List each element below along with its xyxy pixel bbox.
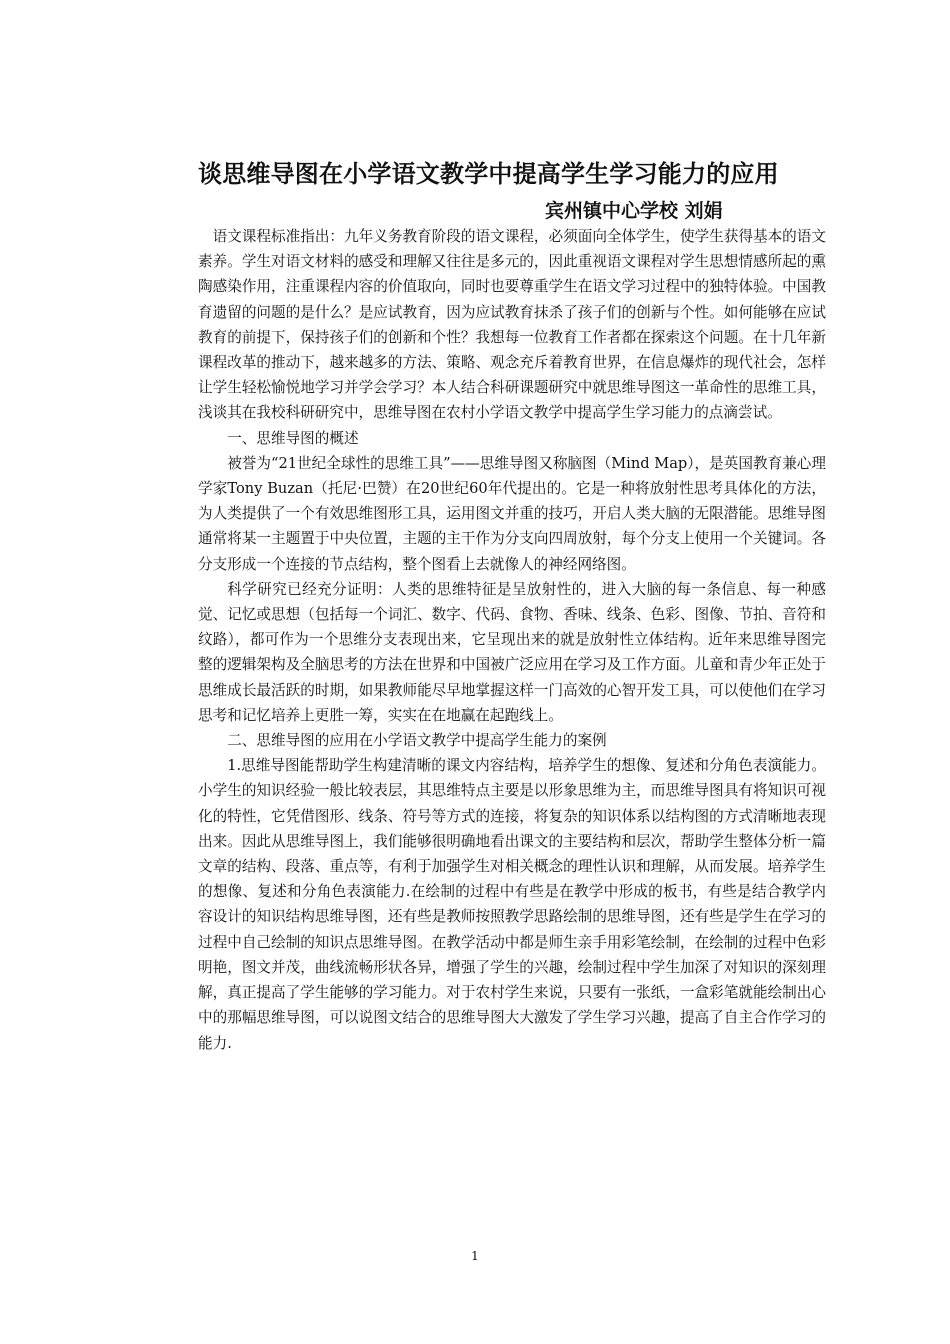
- paragraph-overview: 被誉为“21世纪全球性的思维工具”——思维导图又称脑图（Mind Map），是英国教育兼心理学家Tony Buzan（托尼·巴赞）在20世纪60年代提出的。它是一种将放射性思考具体化的方法，为人类提供了一个有效思维图形工具，运用图文并重的技巧，开启人类大脑的无限潜能。思维导图通常将某一主题置于中央位置，主题的主干作为分支向四周放射，每个分支上使用一个关键词。各分支形成一个连接的节点结构，整个图看上去就像人的神经网络图。: [198, 454, 826, 573]
- author-line: 宾州镇中心学校 刘娟: [545, 200, 723, 222]
- paragraph-case-1: 1.思维导图能帮助学生构建清晰的课文内容结构，培养学生的想像、复述和分角色表演能力。小学生的知识经验一般比较表层，其思维特点主要是以形象思维为主，而思维导图具有将知识可视化的特性，它凭借图形、线条、符号等方式的连接，将复杂的知识体系以结构图的方式清晰地表现出来。因此从思维导图上，我们能够很明确地看出课文的主要结构和层次，帮助学生整体分析一篇文章的结构、段落、重点等，有利于加强学生对相关概念的理性认识和理解，从而发展。培养学生的想像、复述和分角色表演能力.在绘制的过程中有些是在教学中形成的板书，有些是结合教学内容设计的知识结构思维导图，还有些是教师按照教学思路绘制的思维导图，还有些是学生在学习的过程中自己绘制的知识点思维导图。在教学活动中都是师生亲手用彩笔绘制，在绘制的过程中色彩明艳，图文并茂，曲线流畅形状各异，增强了学生的兴趣，绘制过程中学生加深了对知识的深刻理解，真正提高了学生能够的学习能力。对于农村学生来说，只要有一张纸，一盒彩笔就能绘制出心中的那幅思维导图，可以说图文结合的思维导图大大激发了学生学习兴趣，提高了自主合作学习的能力.: [198, 757, 826, 1052]
- section-heading-overview: 一、思维导图的概述: [227, 429, 359, 447]
- page-number: 1: [471, 1249, 479, 1263]
- document-body: [198, 224, 826, 1056]
- section-heading-cases: 二、思维导图的应用在小学语文教学中提高学生能力的案例: [227, 732, 607, 750]
- paragraph-intro: 语文课程标准指出：九年义务教育阶段的语文课程，必须面向全体学生，使学生获得基本的语文素养。学生对语文材料的感受和理解又往往是多元的，因此重视语文课程对学生思想情感所起的熏陶感染作用，注重课程内容的价值取向，同时也要尊重学生在语文学习过程中的独特体验。中国教育遗留的问题的是什么？是应试教育，因为应试教育抹杀了孩子们的创新与个性。如何能够在应试教育的前提下，保持孩子们的创新和个性？我想每一位教育工作者都在探索这个问题。在十几年新课程改革的推动下，越来越多的方法、策略、观念充斥着教育世界，在信息爆炸的现代社会，怎样让学生轻松愉悦地学习并学会学习？本人结合科研课题研究中就思维导图这一革命性的思维工具，浅谈其在我校科研研究中，思维导图在农村小学语文教学中提高学生学习能力的点滴尝试。: [198, 228, 826, 422]
- document-title: 谈思维导图在小学语文教学中提高学生学习能力的应用: [198, 160, 779, 188]
- paragraph-research: 科学研究已经充分证明：人类的思维特征是呈放射性的，进入大脑的每一条信息、每一种感觉、记忆或思想（包括每一个词汇、数字、代码、食物、香味、线条、色彩、图像、节拍、音符和纹路），都可作为一个思维分支表现出来，它呈现出来的就是放射性立体结构。近年来思维导图完整的逻辑架构及全脑思考的方法在世界和中国被广泛应用在学习及工作方面。儿童和青少年正处于思维成长最活跃的时期，如果教师能尽早地掌握这样一门高效的心智开发工具，可以使他们在学习思考和记忆培养上更胜一筹，实实在在地赢在起跑线上。: [198, 580, 826, 724]
